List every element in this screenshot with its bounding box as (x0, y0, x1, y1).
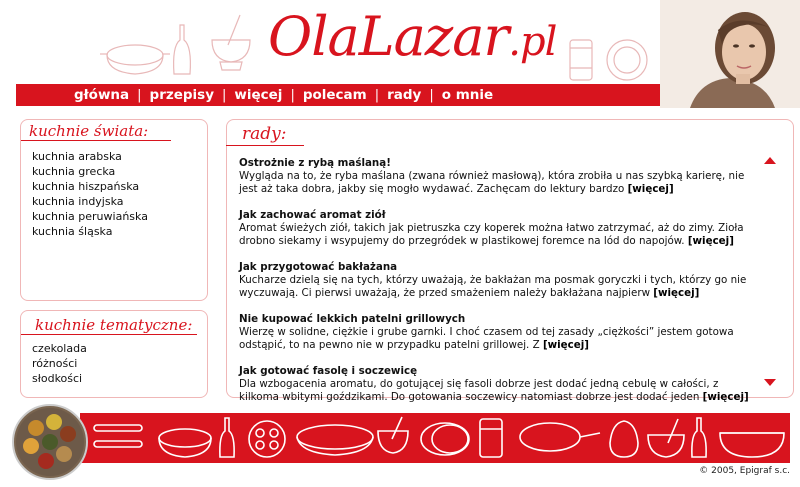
scroll-down-arrow[interactable] (764, 379, 776, 386)
tips-list (239, 157, 759, 417)
kitchenware-banner-illustration (80, 413, 790, 463)
read-more-link[interactable]: [więcej] (653, 287, 700, 299)
tip-title[interactable]: Jak gotować fasolę i soczewicę (239, 365, 418, 377)
nav-link[interactable]: rady (387, 87, 422, 103)
tip-article (239, 261, 759, 300)
category-link[interactable]: czekolada (32, 342, 87, 355)
tip-text: Wygląda na to, że ryba maślana (zwana również masłową), która zrobiła u nas szybką karierę, nie jest aż taka dobra, jakby się mogło wydawać. Zachęcam do lektury bardzo (239, 170, 745, 195)
author-photo (660, 0, 800, 108)
nav-link[interactable]: główna (74, 87, 130, 103)
tip-article (239, 157, 759, 196)
nav-link[interactable]: więcej (234, 87, 283, 103)
nav-separator: | (290, 87, 295, 103)
tip-article (239, 365, 759, 404)
category-link[interactable]: kuchnia peruwiańska (32, 210, 148, 223)
spice-box-image (12, 404, 88, 480)
tip-text: Kucharze dzielą się na tych, którzy uważają, że bakłażan ma posmak goryczki i tych, którzy go nie wyczuwają. Ci pierwsi uważają, że przed smażeniem należy bakłażana najpierw (239, 274, 747, 299)
tip-title[interactable]: Jak zachować aromat ziół (239, 209, 386, 221)
read-more-link[interactable]: [więcej] (702, 391, 749, 403)
world-cuisines-list (32, 149, 148, 239)
tip-body (239, 378, 759, 404)
tip-article (239, 209, 759, 248)
world-cuisines-panel (20, 119, 208, 301)
tip-body (239, 274, 759, 300)
main-navigation (16, 84, 686, 106)
nav-link[interactable]: polecam (302, 87, 367, 103)
tip-body (239, 222, 759, 248)
tip-article (239, 313, 759, 352)
nav-separator: | (429, 87, 434, 103)
thematic-cuisines-panel (20, 310, 208, 398)
read-more-link[interactable]: [więcej] (542, 339, 589, 351)
category-link[interactable]: kuchnia śląska (32, 225, 113, 238)
thematic-cuisines-title: kuchnie tematyczne: (35, 316, 193, 334)
nav-separator: | (222, 87, 227, 103)
tip-text: Aromat świeżych ziół, takich jak pietruszka czy koperek można łatwo zatrzymać, aż do zimy. Zioła drobno siekamy i wsypujemy do przegródek w plastikowej foremce na lód do napojów. (239, 222, 744, 247)
copyright: © 2005, Epigraf s.c. (699, 466, 790, 476)
read-more-link[interactable]: [więcej] (627, 183, 674, 195)
nav-separator: | (137, 87, 142, 103)
category-link[interactable]: kuchnia grecka (32, 165, 116, 178)
category-link[interactable]: kuchnia indyjska (32, 195, 124, 208)
tip-text: Wierzę w solidne, ciężkie i grube garnki. I choć czasem od tej zasady „ciężkości” jestem gotowa odstąpić, to na pewno nie w przypadku patelni grillowej. Z (239, 326, 734, 351)
thematic-cuisines-list (32, 341, 87, 386)
tip-body (239, 170, 759, 196)
kitchenware-sketches (100, 10, 270, 80)
world-cuisines-title: kuchnie świata: (29, 122, 149, 140)
nav-separator: | (374, 87, 380, 103)
tip-body (239, 326, 759, 352)
title-underline (21, 334, 197, 335)
category-link[interactable]: kuchnia hiszpańska (32, 180, 140, 193)
category-link[interactable]: kuchnia arabska (32, 150, 122, 163)
category-link[interactable]: słodkości (32, 372, 83, 385)
nav-link[interactable]: przepisy (149, 87, 214, 103)
header (0, 0, 800, 110)
jar-and-plate-sketches (565, 38, 655, 83)
nav-link[interactable]: o mnie (441, 87, 494, 103)
read-more-link[interactable]: [więcej] (687, 235, 734, 247)
tips-title: rady: (242, 124, 287, 144)
tip-title[interactable]: Jak przygotować bakłażana (239, 261, 398, 273)
title-underline (226, 145, 304, 146)
scroll-up-arrow[interactable] (764, 157, 776, 164)
tip-title[interactable]: Ostrożnie z rybą maślaną! (239, 157, 391, 169)
footer-banner (80, 413, 790, 463)
category-link[interactable]: różności (32, 357, 78, 370)
tip-title[interactable]: Nie kupować lekkich patelni grillowych (239, 313, 466, 325)
site-logo[interactable]: OlaLazar.pl (268, 5, 557, 68)
tip-text: Dla wzbogacenia aromatu, do gotującej się fasoli dobrze jest dodać jedną cebulę w całości, z kilkoma wbitymi goździkami. Do gotowania soczewicy natomiast dobrze jest dodać jeden (239, 378, 719, 403)
title-underline (21, 140, 171, 141)
